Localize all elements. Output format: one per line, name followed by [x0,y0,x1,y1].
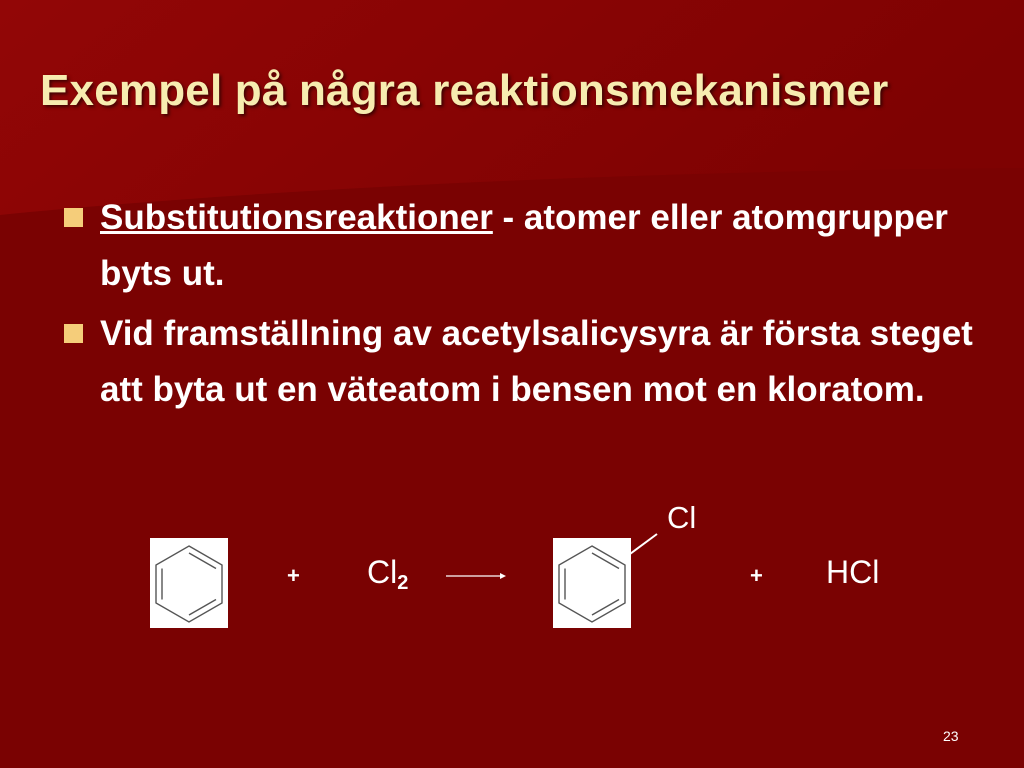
benzene-structure-icon [150,538,228,628]
slide-title: Exempel på några reaktionsmekanismer [40,66,889,115]
bullet-term: Substitutionsreaktioner [100,198,493,237]
plus-sign: + [287,563,300,588]
bullet-item [64,306,984,418]
chlorine-symbol: Cl [367,554,398,590]
bullet-marker-icon [64,208,83,227]
chlorine-bond-line [628,524,660,556]
reaction-equation [0,490,1024,650]
bullet-list [64,190,984,422]
bullet-item [64,190,984,302]
bullet-marker-icon [64,324,83,343]
chlorine-formula [367,554,408,595]
chlorine-subscript: 2 [397,572,409,594]
reaction-arrow-icon [446,570,506,582]
product-chlorine-label: Cl [667,500,697,535]
chlorobenzene-structure-icon [553,538,631,628]
hcl-formula: HCl [826,554,880,590]
bullet-text: - atomer eller atomgrupper byts ut. [100,198,948,293]
slide-number: 23 [943,728,959,744]
plus-sign: + [750,563,763,588]
bullet-text: Vid framställning av acetylsalicysyra är första steget att byta ut en väteatom i bensen mot en kloratom. [100,314,973,409]
